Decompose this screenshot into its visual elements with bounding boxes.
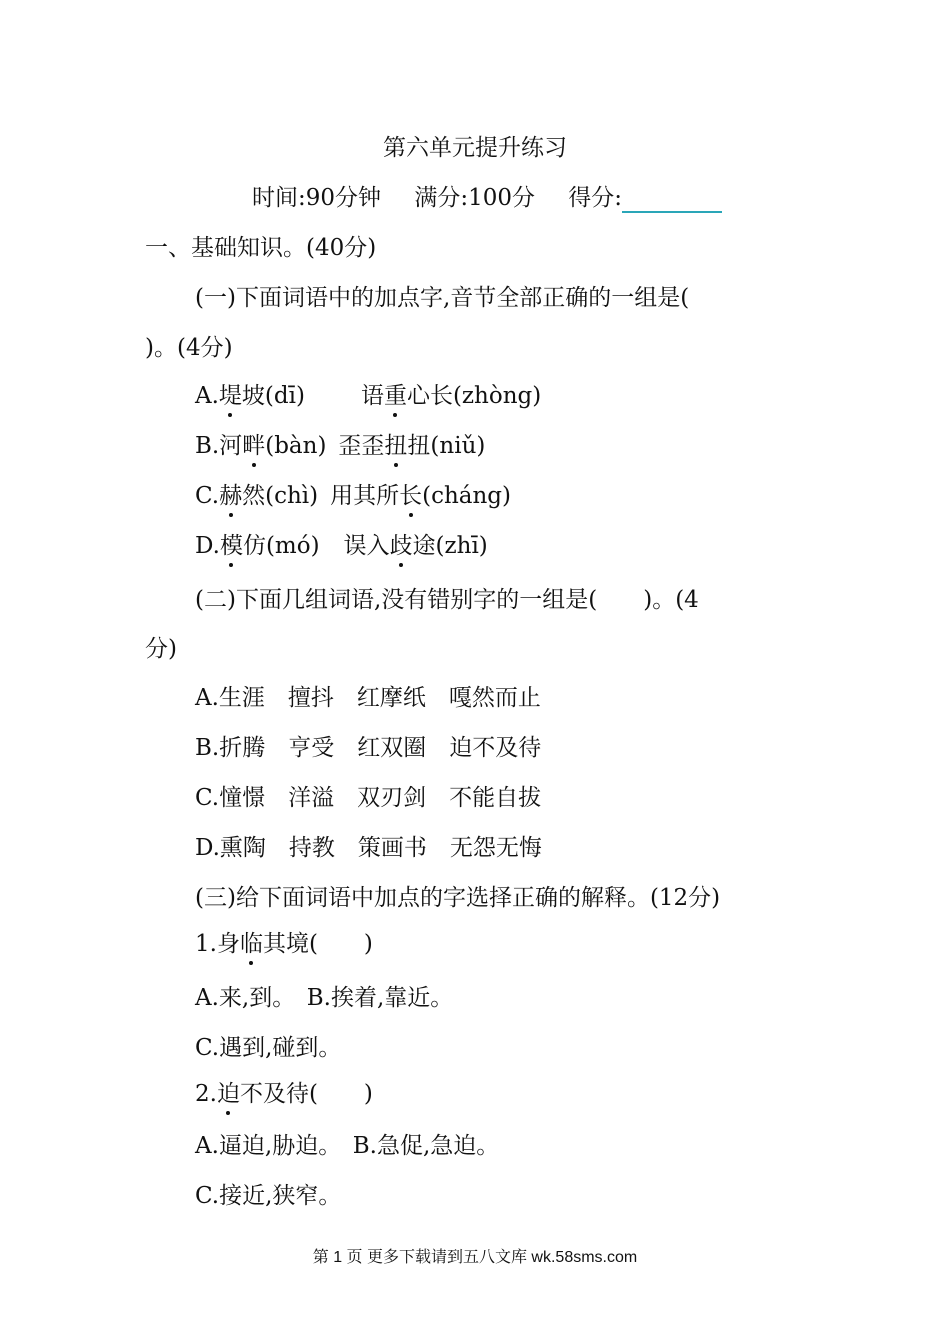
dotted-char: 模 <box>219 533 243 559</box>
q2-option-d: D.熏陶 持教 策画书 无怨无悔 <box>195 835 542 861</box>
q3-item2: 2.迫不及待( ) <box>195 1081 373 1107</box>
dotted-char: 长 <box>399 483 423 509</box>
exam-meta <box>252 183 722 213</box>
dotted-char: 堤 <box>218 383 242 409</box>
q1-option-d: D.模仿(mó) 误入歧途(zhī) <box>195 533 488 559</box>
page-title: 第六单元提升练习 <box>383 135 567 161</box>
dotted-char: 迫 <box>216 1081 240 1107</box>
q3-item1-options-2: C.遇到,碰到。 <box>195 1035 342 1061</box>
q3-stem: (三)给下面词语中加点的字选择正确的解释。(12分) <box>195 885 721 911</box>
q1-option-c: C.赫然(chì) 用其所长(cháng) <box>195 483 511 509</box>
dotted-char: 扭 <box>384 433 408 459</box>
q1-stem-line2: )。(4分) <box>145 335 233 361</box>
time-limit: 时间:90分钟 <box>252 185 382 211</box>
q2-option-b: B.折腾 亨受 红双圈 迫不及待 <box>195 735 542 761</box>
q3-item2-options-2: C.接近,狭窄。 <box>195 1183 342 1209</box>
dotted-char: 重 <box>383 383 407 409</box>
q2-option-a: A.生涯 擅抖 红摩纸 嘎然而止 <box>195 685 541 711</box>
page-footer: 第 1 页 更多下载请到五八文库 wk.58sms.com <box>312 1249 638 1266</box>
q3-item1-options-1: A.来,到。 B.挨着,靠近。 <box>195 985 454 1011</box>
q1-option-a: A.堤坡(dī) 语重心长(zhòng) <box>195 383 542 409</box>
score-blank <box>622 185 722 213</box>
dotted-char: 临 <box>239 931 263 957</box>
dotted-char: 畔 <box>242 433 266 459</box>
section-heading: 一、基础知识。(40分) <box>145 235 377 261</box>
q3-item1: 1.身临其境( ) <box>195 931 373 957</box>
q2-option-c: C.憧憬 洋溢 双刃剑 不能自拔 <box>195 785 542 811</box>
q1-option-b: B.河畔(bàn) 歪歪扭扭(niǔ) <box>195 433 486 459</box>
q2-stem-line1: (二)下面几组词语,没有错别字的一组是( )。(4 <box>195 587 699 613</box>
q3-item2-options-1: A.逼迫,胁迫。 B.急促,急迫。 <box>195 1133 500 1159</box>
score-label: 得分: <box>568 185 623 211</box>
q2-stem-line2: 分) <box>145 636 177 662</box>
dotted-char: 歧 <box>389 533 413 559</box>
dotted-char: 赫 <box>219 483 243 509</box>
full-score: 满分:100分 <box>414 185 535 211</box>
q1-stem-line1: (一)下面词语中的加点字,音节全部正确的一组是( <box>195 285 690 311</box>
